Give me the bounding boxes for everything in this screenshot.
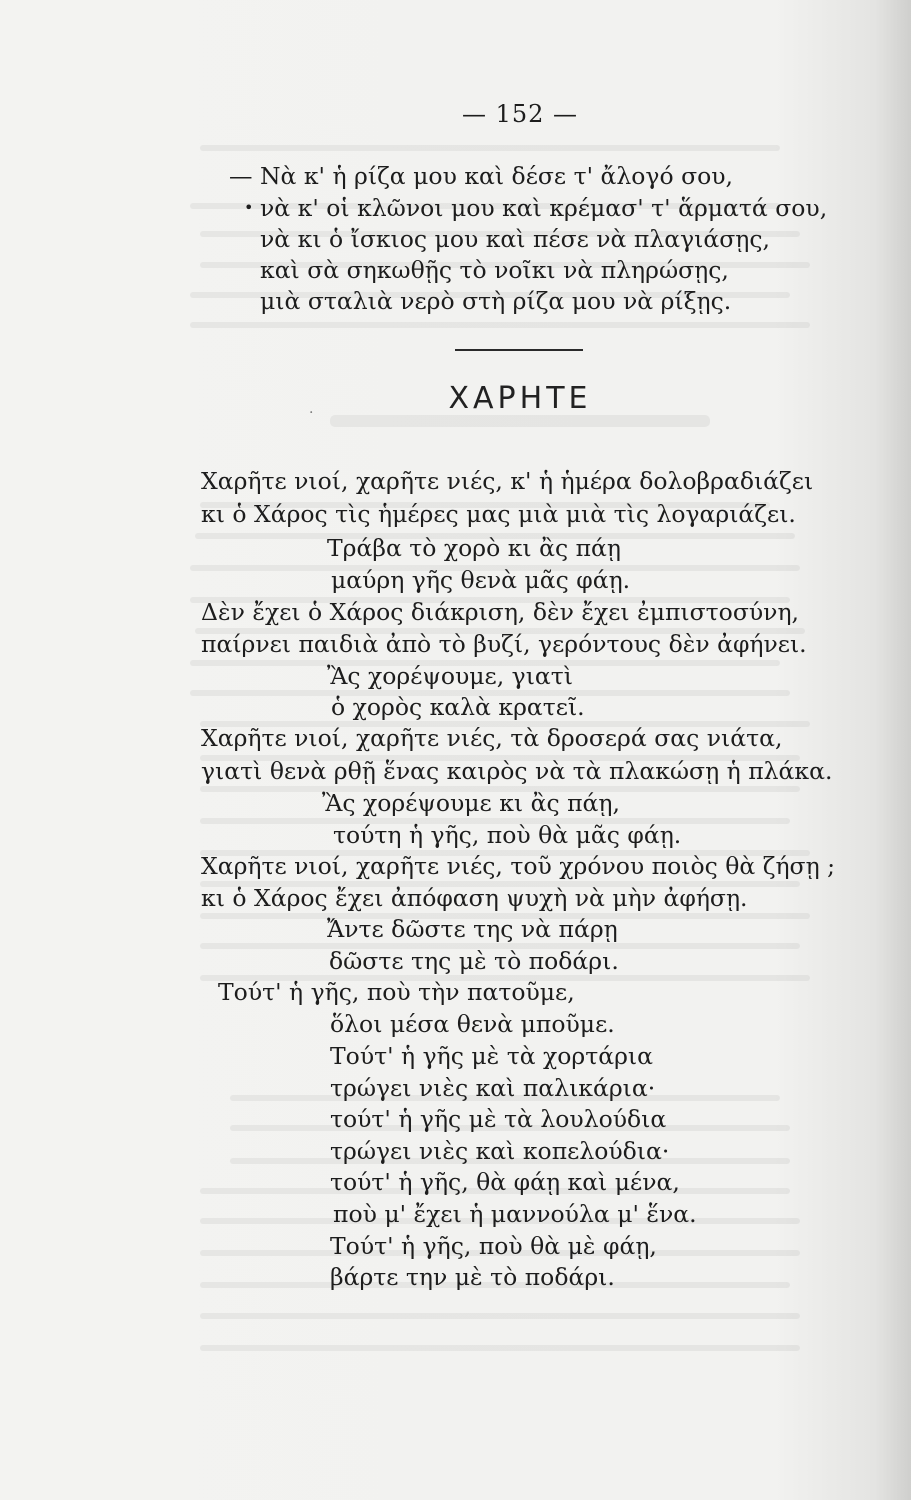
poem-line-13: Χαρῆτε νιοί, χαρῆτε νιές, τοῦ χρόνου ποιὸς θὰ ζήσῃ ; <box>201 852 836 880</box>
poem-line-21: τούτ' ἡ γῆς μὲ τὰ λουλούδια <box>330 1105 667 1133</box>
section-divider <box>455 349 583 351</box>
poem-line-3: Τράβα τὸ χορὸ κι ἂς πάῃ <box>327 534 621 562</box>
poem-line-25: Τούτ' ἡ γῆς, ποὺ θὰ μὲ φάῃ, <box>330 1232 657 1260</box>
poem-line-24: ποὺ μ' ἔχει ἡ μαννούλα μ' ἕνα. <box>333 1200 697 1228</box>
poem-line-1: Χαρῆτε νιοί, χαρῆτε νιές, κ' ἡ ἡμέρα δολοβραδιάζει <box>201 467 814 495</box>
poem-line-6: παίρνει παιδιὰ ἀπὸ τὸ βυζί, γερόντους δὲν ἀφήνει. <box>201 630 807 658</box>
poem-line-15: Ἄντε δῶστε της νὰ πάρῃ <box>327 915 618 943</box>
poem-line-5: Δὲν ἔχει ὁ Χάρος διάκριση, δὲν ἔχει ἐμπιστοσύνη, <box>201 598 799 626</box>
poem-line-10: γιατὶ θενὰ ρθῇ ἕνας καιρὸς νὰ τὰ πλακώσῃ ἡ πλάκα. <box>201 757 833 785</box>
top-poem-line-3: νὰ κι ὁ ἴσκιος μου καὶ πέσε νὰ πλαγιάσῃς, <box>260 225 770 253</box>
poem-line-19: Τούτ' ἡ γῆς μὲ τὰ χορτάρια <box>330 1042 654 1070</box>
page-number: — 152 — <box>461 100 579 128</box>
poem-line-23: τούτ' ἡ γῆς, θὰ φάῃ καὶ μένα, <box>330 1168 680 1196</box>
poem-title: ΧΑΡΗΤΕ <box>448 381 592 416</box>
poem-line-18: ὅλοι μέσα θενὰ μποῦμε. <box>330 1010 615 1038</box>
poem-line-2: κι ὁ Χάρος τὶς ἡμέρες μας μιὰ μιὰ τὶς λογαριάζει. <box>201 500 796 528</box>
poem-line-4: μαύρη γῆς θενὰ μᾶς φάῃ. <box>331 566 631 594</box>
top-poem-line-5: μιὰ σταλιὰ νερὸ στὴ ρίζα μου νὰ ρίξῃς. <box>260 287 732 315</box>
poem-line-22: τρώγει νιὲς καὶ κοπελούδια· <box>330 1137 670 1165</box>
poem-line-16: δῶστε της μὲ τὸ ποδάρι. <box>329 947 619 975</box>
poem-line-12: τούτη ἡ γῆς, ποὺ θὰ μᾶς φάῃ. <box>333 821 682 849</box>
top-poem-line-4: καὶ σὰ σηκωθῇς τὸ νοῖκι νὰ πληρώσῃς, <box>260 256 729 284</box>
top-poem-line-1: — Νὰ κ' ἡ ρίζα μου καὶ δέσε τ' ἄλογό σου, <box>229 162 734 190</box>
poem-line-14: κι ὁ Χάρος ἔχει ἀπόφαση ψυχὴ νὰ μὴν ἀφήσῃ. <box>201 884 748 912</box>
poem-line-9: Χαρῆτε νιοί, χαρῆτε νιές, τὰ δροσερά σας νιάτα, <box>201 724 783 752</box>
poem-line-7: Ἂς χορέψουμε, γιατὶ <box>327 662 574 690</box>
top-poem-mark: • <box>244 198 254 217</box>
stray-dot: · <box>309 405 314 421</box>
poem-line-20: τρώγει νιὲς καὶ παλικάρια· <box>330 1074 656 1102</box>
poem-line-26: βάρτε την μὲ τὸ ποδάρι. <box>330 1263 615 1291</box>
top-poem-line-2: νὰ κ' οἱ κλῶνοι μου καὶ κρέμασ' τ' ἅρματά σου, <box>260 194 828 222</box>
poem-line-11: Ἂς χορέψουμε κι ἂς πάῃ, <box>322 789 620 817</box>
poem-line-17: Τούτ' ἡ γῆς, ποὺ τὴν πατοῦμε, <box>218 978 575 1006</box>
poem-line-8: ὁ χορὸς καλὰ κρατεῖ. <box>331 693 585 721</box>
